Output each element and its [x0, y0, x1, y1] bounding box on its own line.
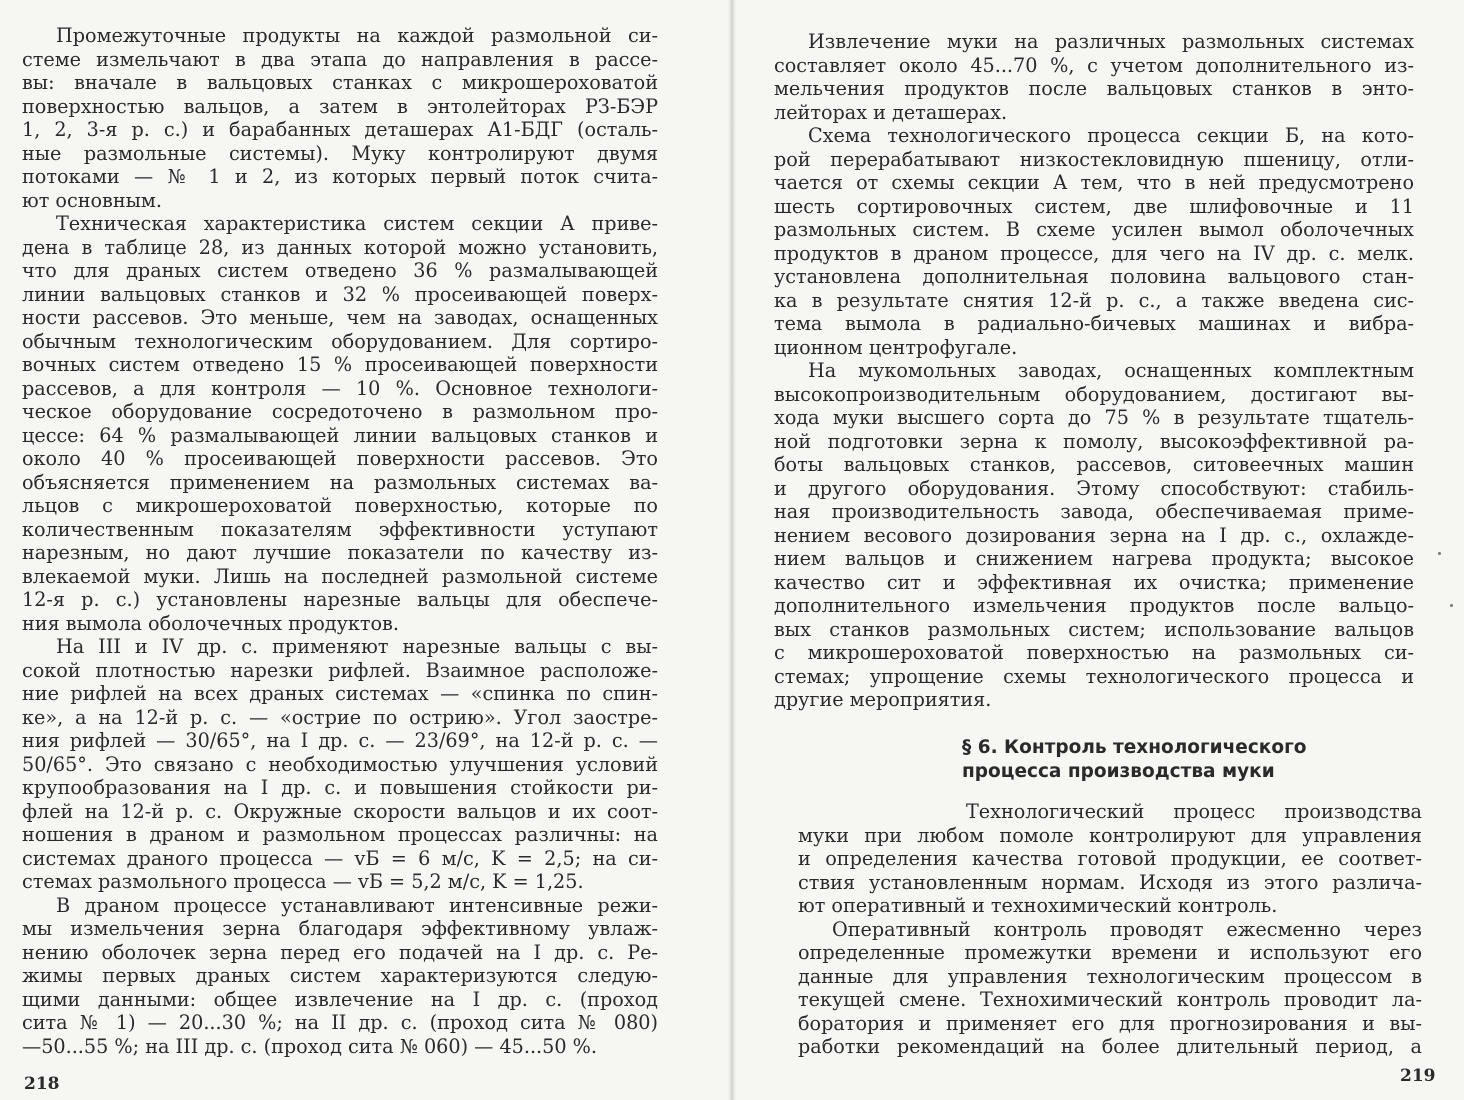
text-line: ная производительность завода, обеспечиваемая приме-	[774, 500, 1414, 523]
text-line: ка в результате снятия 12-й р. с., а также введена сис-	[774, 288, 1414, 312]
text-line: нарезным, но дают лучшие показатели по качеству из-	[22, 541, 658, 564]
text-line: дена в таблице 28, из данных которой можно установить,	[22, 235, 658, 259]
text-line: 1, 2, 3-я р. с.) и барабанных деташерах А1-БДГ (осталь-	[22, 118, 658, 141]
text-line: стемах; упрощение схемы технологического процесса и	[774, 664, 1414, 688]
text-line: ют основным.	[22, 188, 162, 212]
text-line: На мукомольных заводах, оснащенных комплектным	[808, 359, 1414, 382]
text-line: дополнительного измельчения продуктов после вальцо-	[774, 594, 1414, 617]
section-heading-line: § 6. Контроль технологического	[962, 737, 1307, 758]
text-line: и другого оборудования. Этому способствуют: стабиль-	[774, 476, 1414, 500]
text-line: ной подготовки зерна к помолу, высокоэффективной ра-	[774, 429, 1414, 453]
text-line: ционном центрофугале.	[774, 335, 1018, 359]
text-line: поверхностью вальцов, а затем в энтолейторах РЗ-БЭР	[22, 94, 658, 118]
text-line: рассевов, а для контроля — 10 %. Основное технологи-	[22, 376, 658, 400]
text-line: 12-я р. с.) установлены нарезные вальцы для обеспече-	[22, 588, 658, 611]
text-line: объясняется применением на размольных системах ва-	[22, 470, 658, 494]
text-line: лейторах и деташерах.	[774, 100, 1008, 124]
text-line: жимы первых драных систем характеризуются следую-	[22, 964, 658, 987]
page-number-right: 219	[1400, 1066, 1436, 1086]
text-line: мельчения продуктов после вальцовых станков в энто-	[774, 77, 1414, 100]
text-line: цессе: 64 % размалывающей линии вальцовых станков и	[22, 423, 658, 447]
text-line: потоками — № 1 и 2, из которых первый поток счита-	[22, 165, 658, 188]
text-line: и определения качества готовой продукции, ее соответ-	[798, 847, 1422, 870]
text-line: ношения в драном и размольном процессах различны: на	[22, 823, 658, 846]
text-line: мы измельчения зерна благодаря эффективному увлаж-	[22, 917, 658, 940]
text-line: установлена дополнительная половина вальцового стан-	[774, 265, 1414, 288]
text-line: стеме измельчают в два этапа до направления в рассе-	[22, 47, 658, 71]
text-line: —50...55 %; на III др. с. (проход сита № 060) — 45...50 %.	[22, 1034, 598, 1058]
section-heading	[962, 736, 1382, 784]
text-line: вы: вначале в вальцовых станках с микрошероховатой	[22, 71, 658, 94]
text-line: нению оболочек зерна перед его подачей на I др. с. Ре-	[22, 940, 658, 964]
text-line: рой перерабатывают низкостекловидную пшеницу, отли-	[774, 147, 1414, 171]
text-line: влекаемой муки. Лишь на последней размольной системе	[22, 564, 658, 588]
text-line: боратория и применяет его для прогнозирования и вы-	[798, 1011, 1422, 1035]
text-line: вочных систем отведено 15 % просеивающей поверхности	[22, 353, 658, 376]
right-page-text	[774, 30, 1414, 712]
text-line: нением весового дозирования зерна на I др. с., охлажде-	[774, 523, 1414, 547]
text-line: Схема технологического процесса секции Б, на кото-	[808, 124, 1414, 147]
text-line: ке», а на 12-й р. с. — «острие по острию». Угол заостре-	[22, 705, 658, 729]
text-line: ния вымола оболочечных продуктов.	[22, 611, 399, 635]
text-line: с микрошероховатой поверхностью на размольных си-	[774, 641, 1414, 664]
text-line: системах драного процесса — vБ = 6 м/с, K = 2,5; на си-	[22, 846, 658, 870]
text-line: крупообразования на I др. с. и повышения стойкости ри-	[22, 776, 658, 799]
section-heading-line: процесса производства муки	[962, 761, 1275, 782]
text-line: вых станков размольных систем; использование вальцов	[774, 617, 1414, 641]
page-number-left: 218	[24, 1074, 60, 1094]
text-line: линии вальцовых станков и 32 % просеивающей поверх-	[22, 282, 658, 306]
text-line: что для драных систем отведено 36 % размалывающей	[22, 259, 658, 282]
text-line: сита № 1) — 20...30 %; на II др. с. (проход сита № 080)	[22, 1011, 658, 1034]
text-line: составляет около 45...70 %, с учетом дополнительного из-	[774, 53, 1414, 77]
text-line: ческое оборудование сосредоточено в размольном про-	[22, 400, 658, 423]
right-page	[732, 0, 1464, 1100]
text-line: нием вальцов и снижением нагрева продукта; высокое	[774, 547, 1414, 570]
text-line: В драном процессе устанавливают интенсивные режи-	[56, 893, 658, 917]
text-line: ствия установленным нормам. Исходя из этого различа-	[798, 870, 1422, 894]
text-line: ние рифлей на всех драных системах — «спинка по спин-	[22, 682, 658, 705]
text-line: ные размольные системы). Муку контролируют двумя	[22, 141, 658, 165]
text-line: шесть сортировочных систем, две шлифовочные и 11	[774, 194, 1414, 218]
text-line: качество сит и эффективная их очистка; применение	[774, 570, 1414, 594]
text-line: ния рифлей — 30/65°, на I др. с. — 23/69°, на 12-й р. с. —	[22, 729, 658, 752]
right-page-text-after-heading	[798, 800, 1422, 1059]
text-line: текущей смене. Технохимический контроль проводит ла-	[798, 988, 1422, 1011]
text-line: ют оперативный и технохимический контроль.	[798, 894, 1278, 917]
text-line: количественным показателям эффективности уступают	[22, 517, 658, 541]
text-line: Промежуточные продукты на каждой размольной си-	[56, 24, 658, 47]
text-line: Техническая характеристика систем секции А приве-	[56, 212, 658, 235]
text-line: боты вальцовых станков, рассевов, ситовеечных машин	[774, 453, 1414, 476]
text-line: другие мероприятия.	[774, 688, 992, 711]
text-line: чается от схемы секции А тем, что в ней предусмотрено	[774, 171, 1414, 194]
text-line: стемах размольного процесса — vБ = 5,2 м/с, K = 1,25.	[22, 870, 584, 893]
text-line: 50/65°. Это связано с необходимостью улучшения условий	[22, 752, 658, 776]
text-line: щими данными: общее извлечение на I др. с. (проход	[22, 987, 658, 1011]
text-line: Оперативный контроль проводят ежесменно через	[832, 917, 1422, 941]
text-line: определенные промежутки времени и используют его	[798, 941, 1422, 964]
text-line: высокопроизводительным оборудованием, достигают вы-	[774, 382, 1414, 406]
text-line: льцов с микрошероховатой поверхностью, которые по	[22, 494, 658, 517]
scan-speck	[1438, 552, 1441, 555]
text-line: работки рекомендаций на более длительный период, а	[798, 1035, 1422, 1058]
text-line: сокой плотностью нарезки рифлей. Взаимное расположе-	[22, 658, 658, 682]
text-line: размольных систем. В схеме усилен вымол оболочечных	[774, 218, 1414, 241]
scan-speck	[1450, 604, 1453, 607]
text-line: тема вымола в радиально-бичевых машинах и вибра-	[774, 312, 1414, 335]
text-line: продуктов в драном процессе, для чего на IV др. с. мелк.	[774, 241, 1414, 265]
text-line: хода муки высшего сорта до 75 % в результате тщатель-	[774, 406, 1414, 429]
text-line: ности рассевов. Это меньше, чем на заводах, оснащенных	[22, 306, 658, 329]
text-line: около 40 % просеивающей поверхности рассевов. Это	[22, 447, 658, 470]
text-line: Технологический процесс производства	[966, 800, 1422, 823]
text-line: муки при любом помоле контролируют для управления	[798, 823, 1422, 847]
text-line: Извлечение муки на различных размольных системах	[808, 30, 1414, 53]
text-line: данные для управления технологическим процессом в	[798, 964, 1422, 988]
text-line: флей на 12-й р. с. Окружные скорости вальцов и их соот-	[22, 799, 658, 823]
text-line: На III и IV др. с. применяют нарезные вальцы с вы-	[56, 635, 658, 658]
text-line: обычным технологическим оборудованием. Для сортиро-	[22, 329, 658, 353]
left-page-text	[22, 24, 658, 1058]
